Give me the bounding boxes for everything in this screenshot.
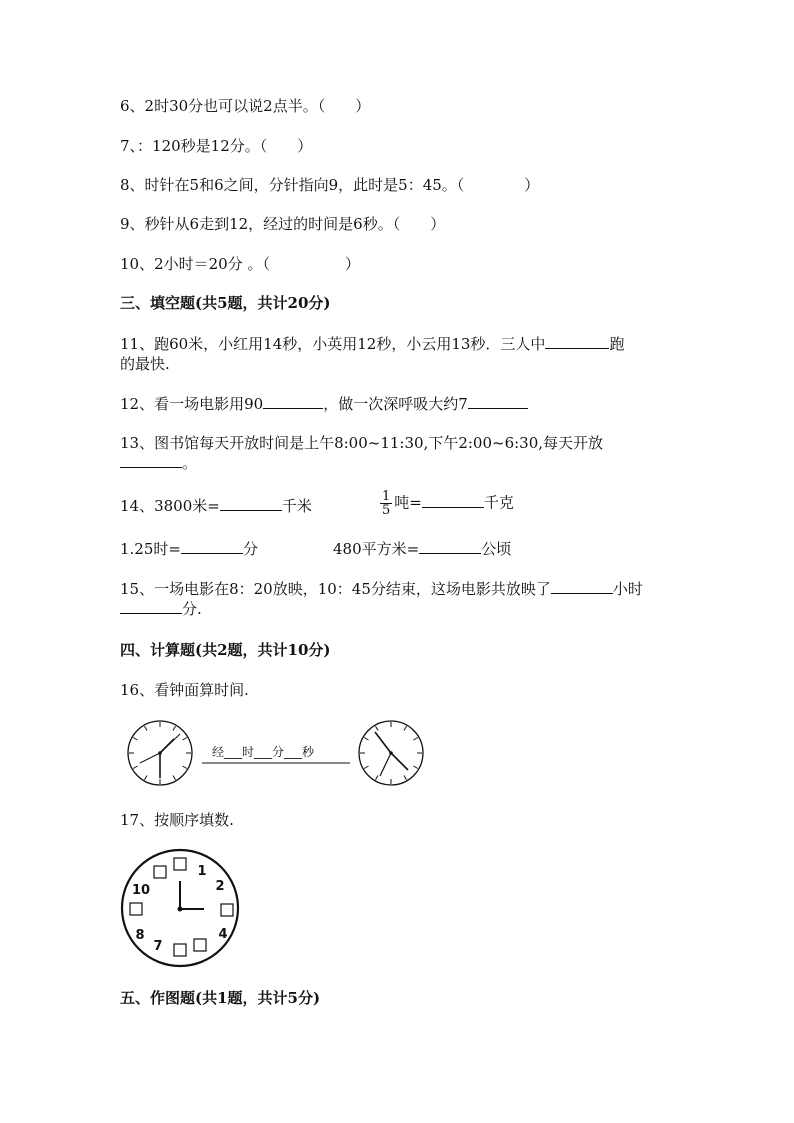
question-17: 17、按顺序填数. — [120, 811, 234, 829]
question-12-text-b: ，做一次深呼吸大约7 — [323, 395, 468, 413]
question-8: 8、时针在5和6之间，分针指向9，此时是5：45。（ ） — [120, 176, 540, 194]
answer-box-3[interactable] — [221, 904, 233, 916]
answer-blank[interactable] — [422, 493, 484, 508]
clock-hand — [140, 753, 160, 763]
clock-right — [359, 721, 423, 785]
question-6: 6、2时30分也可以说2点半。（ ） — [120, 97, 371, 115]
clock-number-1: 1 — [197, 864, 207, 879]
question-11-text: 11、跑60米，小红用14秒，小英用12秒，小云用13秒．三人中 — [120, 335, 546, 353]
question-12 — [120, 394, 528, 414]
answer-blank[interactable] — [468, 394, 528, 409]
answer-blank[interactable] — [220, 496, 282, 511]
answer-box-9[interactable] — [130, 903, 142, 915]
answer-box-11[interactable] — [154, 866, 166, 878]
clock-number-2: 2 — [215, 879, 225, 894]
clock-number-10: 10 — [131, 883, 151, 898]
question-16-figure — [120, 712, 440, 802]
question-14-text-a: 14、3800米= — [120, 497, 220, 515]
question-14b-text-c: 480平方米= — [333, 540, 420, 558]
question-14b-text-a: 1.25时= — [120, 540, 181, 558]
answer-blank[interactable] — [419, 539, 481, 554]
answer-box-5[interactable] — [194, 939, 206, 951]
question-16: 16、看钟面算时间. — [120, 681, 249, 699]
question-13-end: 。 — [182, 454, 198, 472]
question-10: 10、2小时＝20分 。（ ） — [120, 255, 360, 273]
question-13-line-1: 13、图书馆每天开放时间是上午8:00~11:30,下午2:00~6:30,每天开放 — [120, 434, 604, 452]
answer-blank[interactable] — [263, 394, 323, 409]
question-14b-text-b: 分 — [242, 540, 258, 558]
answer-blank[interactable] — [120, 599, 182, 614]
elapsed-time-label: 经___时___分___秒 — [212, 745, 315, 759]
question-14-text-c: 吨= — [394, 493, 422, 512]
clock-left — [128, 721, 192, 785]
fraction-numerator: 1 — [382, 489, 391, 504]
section-3-heading: 三、填空题(共5题，共计20分) — [120, 294, 331, 312]
question-14-row-1 — [120, 496, 312, 516]
clock-number-7: 7 — [153, 939, 163, 954]
answer-blank[interactable] — [120, 453, 182, 468]
question-17-clock — [118, 846, 244, 972]
question-11-line-1 — [120, 334, 624, 354]
question-14-text-d: 千克 — [483, 493, 514, 512]
question-7: 7、：120秒是12分。（ ） — [120, 137, 313, 155]
second-hand — [160, 734, 180, 753]
hour-hand — [375, 732, 391, 753]
question-15-text-a: 15、一场电影在8：20放映，10：45分结束，这场电影共放映了 — [120, 580, 551, 598]
answer-blank[interactable] — [181, 539, 243, 554]
minute-hand — [391, 753, 408, 770]
clock-number-4: 4 — [218, 927, 228, 942]
fraction — [380, 490, 392, 517]
answer-box-12[interactable] — [174, 858, 186, 870]
answer-box-6[interactable] — [174, 944, 186, 956]
question-11-text-end: 跑 — [609, 335, 625, 353]
question-15-line-2 — [120, 599, 202, 619]
question-14-row-2 — [120, 539, 258, 559]
question-13-line-2 — [120, 453, 197, 473]
question-14b-text-d: 公顷 — [481, 540, 512, 558]
question-14-row-2-right — [333, 539, 511, 559]
question-14-text-b: 千米 — [281, 497, 312, 515]
question-9: 9、秒针从6走到12，经过的时间是6秒。（ ） — [120, 215, 446, 233]
question-15-text-b: 小时 — [612, 580, 643, 598]
question-12-text-a: 12、看一场电影用90 — [120, 395, 264, 413]
answer-blank[interactable] — [545, 334, 609, 349]
second-hand — [380, 753, 391, 776]
question-15-end: 分. — [182, 600, 202, 618]
section-4-heading: 四、计算题(共2题，共计10分) — [120, 641, 331, 659]
section-5-heading: 五、作图题(共1题，共计5分) — [120, 989, 321, 1007]
fraction-denominator: 5 — [382, 503, 391, 518]
clock-number-8: 8 — [135, 928, 145, 943]
question-15-line-1 — [120, 579, 643, 599]
question-11-line-2: 的最快. — [120, 355, 170, 373]
question-14-row-1-right — [380, 490, 514, 517]
answer-blank[interactable] — [551, 579, 613, 594]
